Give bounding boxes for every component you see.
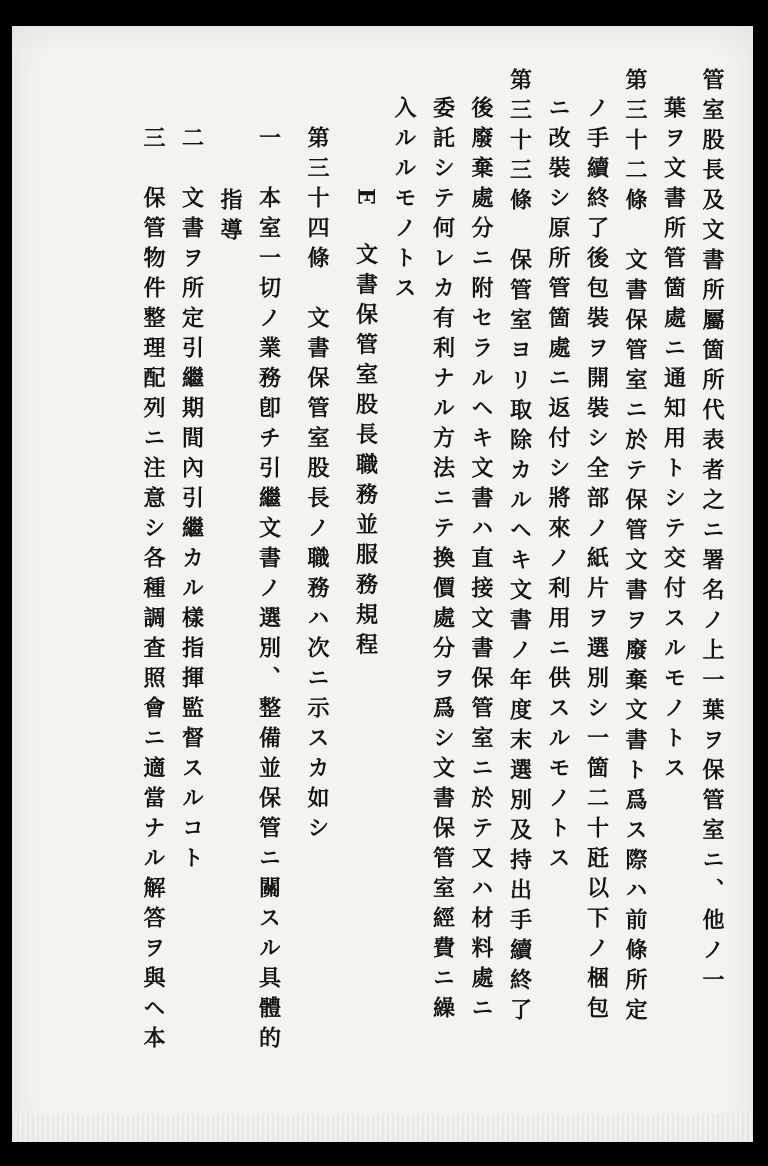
text-line: 管室股長及文書所屬箇所代表者之ニ署名ノ上一葉ヲ保管室ニ、他ノ一 bbox=[699, 68, 725, 998]
article-32-line: 第三十二條 文書保管室ニ於テ保管文書ヲ廢棄文書ト爲ス際ハ前條所定 bbox=[622, 68, 648, 1028]
list-item-2: 二 文書ヲ所定引繼期間內引繼カル樣指揮監督スルコト bbox=[178, 126, 205, 876]
document-page bbox=[12, 26, 753, 1142]
vertical-text-body bbox=[134, 68, 732, 1078]
scan-edge-texture bbox=[12, 1114, 753, 1142]
text-line: ノ手續終了後包裝ヲ開裝シ全部ノ紙片ヲ選別シ一箇二十瓩以下ノ梱包 bbox=[583, 96, 610, 1026]
text-line: 葉ヲ文書所管箇處ニ通知用トシテ交付スルモノトス bbox=[660, 96, 687, 786]
section-heading: E 文書保管室股長職務並服務規程 bbox=[352, 188, 379, 663]
text-line: 入ルルモノトス bbox=[391, 96, 417, 306]
text-line: 委託シテ何レカ有利ナル方法ニテ換價處分ヲ爲シ文書保管室經費ニ繰 bbox=[429, 96, 456, 1026]
text-line: 後廢棄處分ニ附セラルヘキ文書ハ直接文書保管室ニ於テ又ハ材料處ニ bbox=[468, 96, 494, 1026]
list-item-1: 一 本室一切ノ業務卽チ引繼文書ノ選別、整備並保管ニ關スル具體的 bbox=[255, 126, 282, 1056]
text-line: ニ改裝シ原所管箇處ニ返付シ將來ノ利用ニ供スルモノトス bbox=[545, 96, 571, 876]
list-item-3: 三 保管物件整理配列ニ注意シ各種調査照會ニ適當ナル解答ヲ與ヘ本 bbox=[140, 126, 166, 1056]
article-33-line: 第三十三條 保管室ヨリ取除カルヘキ文書ノ年度末選別及持出手續終了 bbox=[506, 68, 533, 1028]
article-34-line: 第三十四條 文書保管室股長ノ職務ハ次ニ示スカ如シ bbox=[304, 126, 330, 846]
list-item-1-cont: 指導 bbox=[217, 188, 243, 248]
